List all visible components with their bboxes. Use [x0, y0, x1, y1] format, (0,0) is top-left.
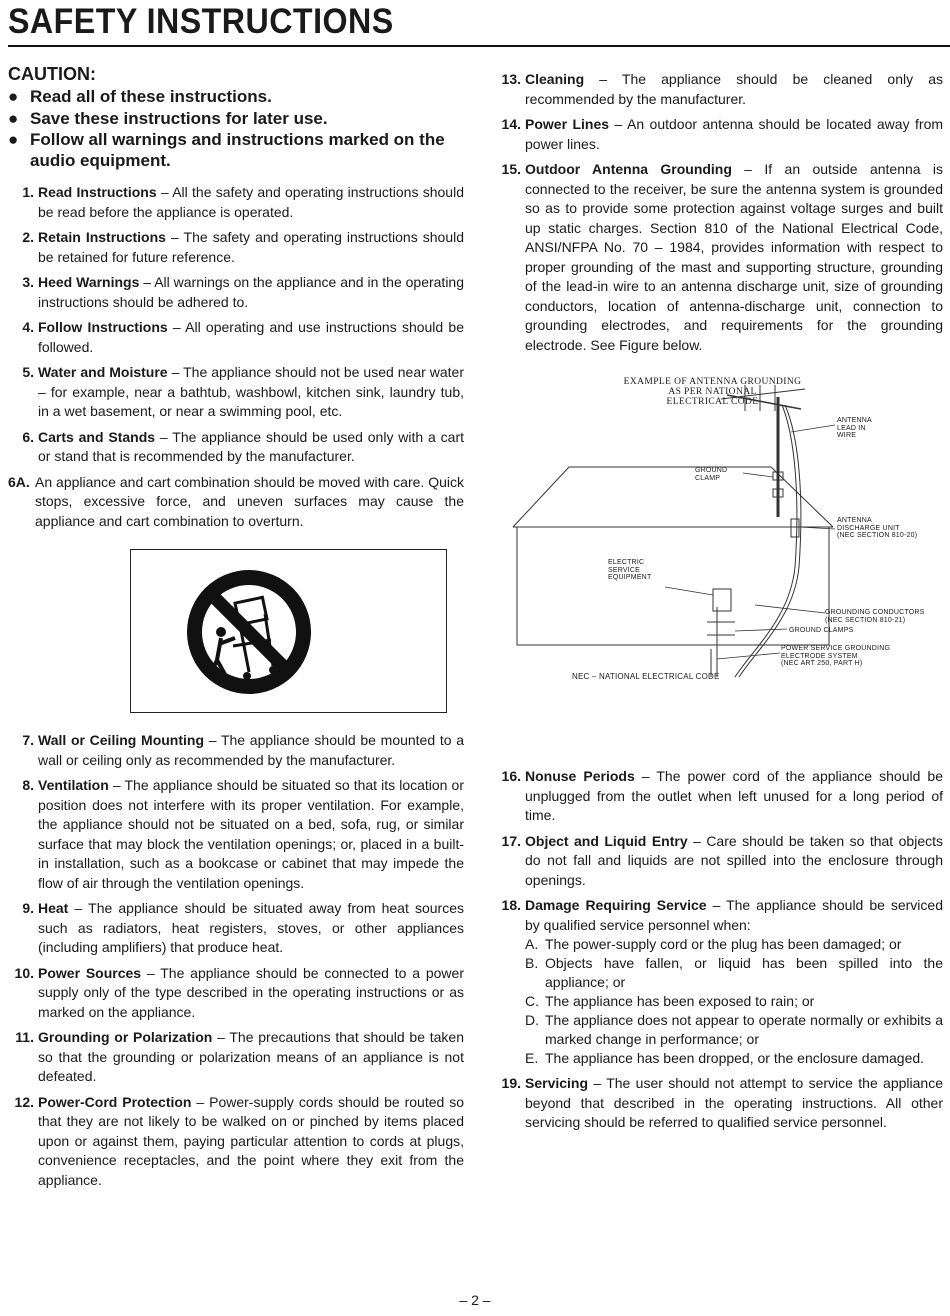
- instruction-item: 6. Carts and Stands – The appliance should be used only with a cart or stand that is recommended by the manufacturer.: [22, 428, 465, 464]
- left-column: [8, 64, 464, 1196]
- instruction-item: 13. Cleaning – The appliance should be cleaned only as recommended by the manufacturer.: [501, 71, 943, 107]
- instruction-item: 5. Water and Moisture – The appliance should not be used near water – for example, near a bathtub, washbowl, kitchen sink, laundry tub, in a wet basement, or near a swimming pool, etc.: [22, 364, 465, 419]
- label-grounding-conductors: GROUNDING CONDUCTORS (NEC SECTION 810-21): [825, 609, 925, 624]
- label-discharge-unit: ANTENNA DISCHARGE UNIT (NEC SECTION 810-20): [837, 517, 918, 539]
- damage-condition: D. The appliance does not appear to operate normally or exhibits a marked change in performance; or: [525, 1012, 943, 1047]
- cart-tip-over-icon: [131, 550, 446, 712]
- instruction-item: 6A. An appliance and cart combination should be moved with care. Quick stops, excessive force, and uneven surfaces may cause the appliance and cart combination to overturn.: [8, 473, 464, 529]
- instruction-item: 12. Power-Cord Protection – Power-supply cords should be routed so that they are not likely to be walked on or pinched by items placed upon or against them, paying particular attention to cords at plugs, convenience receptacles, and the point where they exit from the appliance.: [14, 1093, 465, 1188]
- page-number: – 2 –: [459, 1292, 491, 1308]
- instruction-item: 1. Read Instructions – All the safety and operating instructions should be read before the appliance is operated.: [22, 184, 464, 220]
- instruction-item: 9. Heat – The appliance should be situated away from heat sources such as radiators, heat registers, stoves, or other appliances (including amplifiers) that produce heat.: [22, 900, 464, 955]
- instruction-item: 8. Ventilation – The appliance should be situated so that its location or position does not interfere with its proper ventilation. For example, the appliance should not be situated on a bed, sofa, rug, or similar surface that may block the ventilation openings; or, placed in a built-in installation, such as a bookcase or cabinet that may impede the flow of air through the ventilation openings.: [22, 777, 465, 891]
- instruction-item: 10. Power Sources – The appliance should be connected to a power supply only of the type described in the operating instructions or as marked on the appliance.: [14, 964, 464, 1020]
- label-antenna-lead: ANTENNA LEAD IN WIRE: [837, 417, 872, 439]
- damage-condition: A. The power-supply cord or the plug has been damaged; or: [525, 936, 902, 952]
- bullet-icon: ●: [8, 108, 19, 128]
- instruction-item: 4. Follow Instructions – All operating and use instructions should be followed.: [22, 319, 464, 355]
- caution-item: ● Read all of these instructions.: [8, 87, 272, 106]
- instruction-item: 11. Grounding or Polarization – The precautions that should be taken so that the grounding or polarization means of an appliance is not defeated.: [15, 1029, 464, 1084]
- instruction-item: 3. Heed Warnings – All warnings on the appliance and in the operating instructions should be adhered to.: [22, 274, 464, 310]
- caution-item: ● Follow all warnings and instructions marked on the audio equipment.: [8, 130, 445, 170]
- label-ground-clamps: GROUND CLAMPS: [789, 627, 854, 634]
- instruction-item: 17. Object and Liquid Entry – Care should be taken so that objects do not fall and liquids are not spilled into the enclosure through openings.: [501, 832, 943, 888]
- label-electrode-system: POWER SERVICE GROUNDING ELECTRODE SYSTEM (NEC ART 250, PART H): [781, 645, 891, 667]
- instruction-item: 14. Power Lines – An outdoor antenna should be located away from power lines.: [501, 116, 944, 152]
- damage-condition: E. The appliance has been dropped, or the enclosure damaged.: [525, 1050, 925, 1066]
- caution-heading: CAUTION:: [8, 64, 96, 84]
- caution-item: ● Save these instructions for later use.: [8, 108, 328, 128]
- label-service-equipment: ELECTRIC SERVICE EQUIPMENT: [608, 559, 652, 581]
- instruction-item: 16. Nonuse Periods – The power cord of the appliance should be unplugged from the outlet when left unused for a long period of time.: [501, 768, 943, 823]
- label-ground-clamp: GROUND CLAMP: [695, 467, 728, 482]
- antenna-grounding-diagram: [495, 377, 943, 767]
- bullet-icon: ●: [8, 87, 19, 106]
- damage-condition: B. Objects have fallen, or liquid has been spilled into the appliance; or: [525, 955, 943, 990]
- instruction-item: 7. Wall or Ceiling Mounting – The appliance should be mounted to a wall or ceiling only as recommended by the manufacturer.: [22, 732, 464, 768]
- damage-condition: C. The appliance has been exposed to rain; or: [525, 993, 815, 1009]
- diagram-caption: EXAMPLE OF ANTENNA GROUNDING AS PER NATIONAL ELECTRICAL CODE: [623, 377, 802, 407]
- house-antenna-drawing: [495, 377, 943, 767]
- instruction-item: 18. Damage Requiring Service – The appliance should be serviced by qualified service personnel when: A. The power-supply cord or the plug has been damaged; or B. Objects have fallen, or liquid has been spilled into the appliance; or C. The appliance has been exposed to rain; or D. The appliance does not appear to operate normally or exhibits a marked change in performance; or E. The appliance has been dropped, or the enclosure damaged.: [501, 897, 943, 1066]
- title-rule: [8, 45, 950, 47]
- instruction-item: 15. Outdoor Antenna Grounding – If an outside antenna is connected to the receiver, be sure the antenna system is grounded so as to provide some protection against voltage surges and built up static charges. Section 810 of the National Electrical Code, ANSI/NFPA No. 70 – 1984, provides information with respect to proper grounding of the mast and supporting structure, grounding of the lead-in wire to an antenna discharge unit, size of grounding conductors, location of antenna-discharge unit, connection to grounding electrodes, and requirements for the grounding electrode. See Figure below.: [501, 161, 944, 353]
- instruction-item: 2. Retain Instructions – The safety and operating instructions should be retained for future reference.: [22, 229, 464, 265]
- cart-warning-figure: [130, 549, 447, 713]
- page-title: SAFETY INSTRUCTIONS: [8, 2, 394, 41]
- right-column: [495, 70, 943, 1139]
- diagram-footnote: NEC – NATIONAL ELECTRICAL CODE: [572, 672, 720, 681]
- instruction-item: 19. Servicing – The user should not attempt to service the appliance beyond that described in the operating instructions. All other servicing should be referred to qualified service personnel.: [501, 1075, 943, 1130]
- bullet-icon: ●: [8, 130, 19, 149]
